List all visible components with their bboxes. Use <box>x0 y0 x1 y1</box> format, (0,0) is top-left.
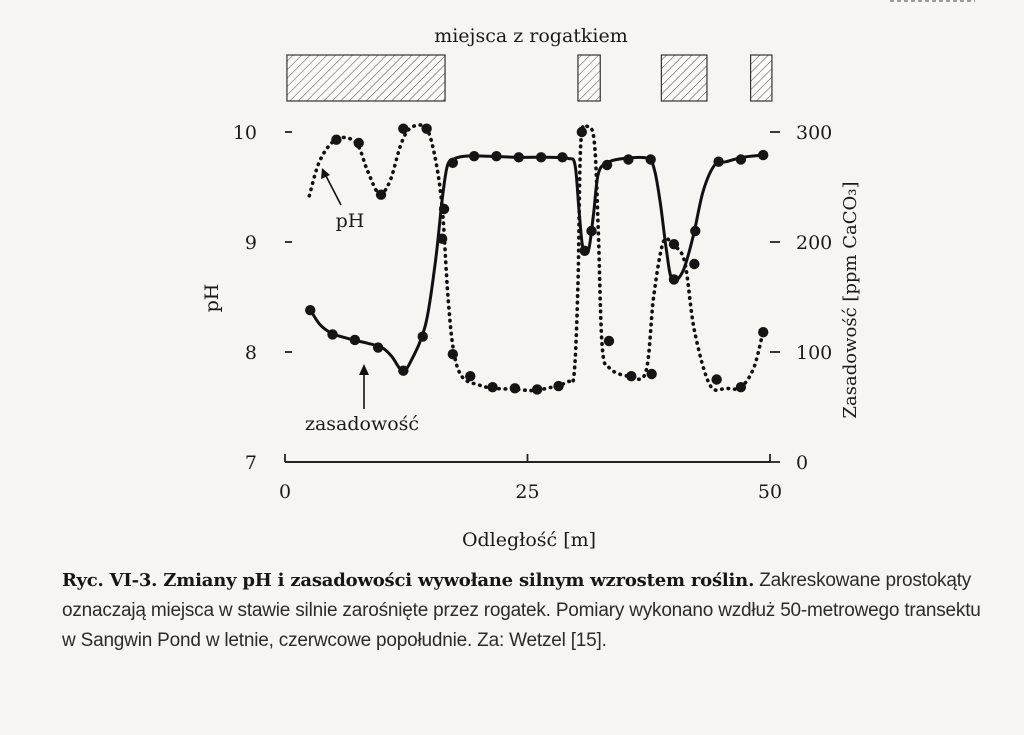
alkalinity-point <box>305 305 315 315</box>
left-axis-label: pH <box>201 283 223 313</box>
alkalinity-point <box>469 151 479 161</box>
right-tick-label: 300 <box>796 122 833 144</box>
left-tick-label: 10 <box>232 122 257 144</box>
ph-point <box>487 382 497 392</box>
alkalinity-series-label: zasadowość <box>304 413 420 435</box>
alkalinity-arrow <box>359 364 369 409</box>
ph-point <box>646 369 656 379</box>
x-axis-label: Odległość [m] <box>461 529 597 551</box>
ph-point <box>626 371 636 381</box>
axis-ticks <box>233 122 832 503</box>
alkalinity-point <box>327 329 337 339</box>
alkalinity-point <box>398 366 408 376</box>
alkalinity-point <box>645 154 655 164</box>
alkalinity-point <box>736 154 746 164</box>
alkalinity-point <box>491 151 501 161</box>
hatched-region-4 <box>751 55 772 101</box>
ph-point <box>532 384 542 394</box>
ph-point <box>439 204 449 214</box>
alkalinity-point <box>437 234 447 244</box>
ph-point <box>669 239 679 249</box>
hatched-region-2 <box>578 55 600 101</box>
ph-point <box>586 226 596 236</box>
right-tick-label: 200 <box>796 232 833 254</box>
right-axis-label: Zasadowość [ppm CaCO₃] <box>840 181 861 419</box>
ph-point <box>510 383 520 393</box>
ph-point <box>354 138 364 148</box>
ph-point <box>421 124 431 134</box>
alkalinity-point <box>758 150 768 160</box>
ph-point <box>376 190 386 200</box>
alkalinity-point <box>448 158 458 168</box>
alkalinity-point <box>418 331 428 341</box>
alkalinity-point <box>350 335 360 345</box>
ph-point <box>711 374 721 384</box>
caption-title: Ryc. VI-3. Zmiany pH i zasadowości wywołane silnym wzrostem roślin. <box>62 570 755 591</box>
right-tick-label: 0 <box>796 452 809 474</box>
left-tick-label: 7 <box>244 452 257 474</box>
alkalinity-point <box>580 246 590 256</box>
alkalinity-point <box>557 152 567 162</box>
alkalinity-point <box>669 274 679 284</box>
ph-point <box>448 349 458 359</box>
data-points <box>305 124 768 395</box>
left-tick-label: 9 <box>244 232 257 254</box>
alkalinity-point <box>623 154 633 164</box>
alkalinity-point <box>690 226 700 236</box>
alkalinity-point <box>514 152 524 162</box>
ph-point <box>331 135 341 145</box>
hatched-region-3 <box>661 55 707 101</box>
ph-point <box>398 124 408 134</box>
ph-point <box>736 382 746 392</box>
ph-point <box>465 371 475 381</box>
figure-caption <box>62 566 992 656</box>
ph-series-label: pH <box>335 210 365 232</box>
ph-point <box>604 336 614 346</box>
x-tick-label: 50 <box>757 481 783 503</box>
ph-point <box>689 259 699 269</box>
x-tick-label: 25 <box>515 481 540 503</box>
alkalinity-point <box>373 342 383 352</box>
alkalinity-point <box>536 152 546 162</box>
right-tick-label: 100 <box>796 342 833 364</box>
ph-point <box>577 127 587 137</box>
x-tick-label: 0 <box>278 481 292 503</box>
top-label: miejsca z rogatkiem <box>434 25 628 47</box>
caption-text: Zakreskowane prostokąty oznaczają miejsca w stawie silnie zarośnięte przez rogatek. Pomiary wykonano wzdłuż 50-metrowego transektu w Sangwin Pond w letnie, czerwcowe popołudnie. Za: Wetzel [15]. <box>62 570 981 651</box>
ph-point <box>758 327 768 337</box>
ph-point <box>553 381 563 391</box>
left-tick-label: 8 <box>244 342 257 364</box>
hatched-region-1 <box>287 55 445 101</box>
alkalinity-point <box>713 157 723 167</box>
hatched-regions <box>287 55 772 101</box>
alkalinity-point <box>602 160 612 170</box>
ph-arrow <box>321 168 341 205</box>
